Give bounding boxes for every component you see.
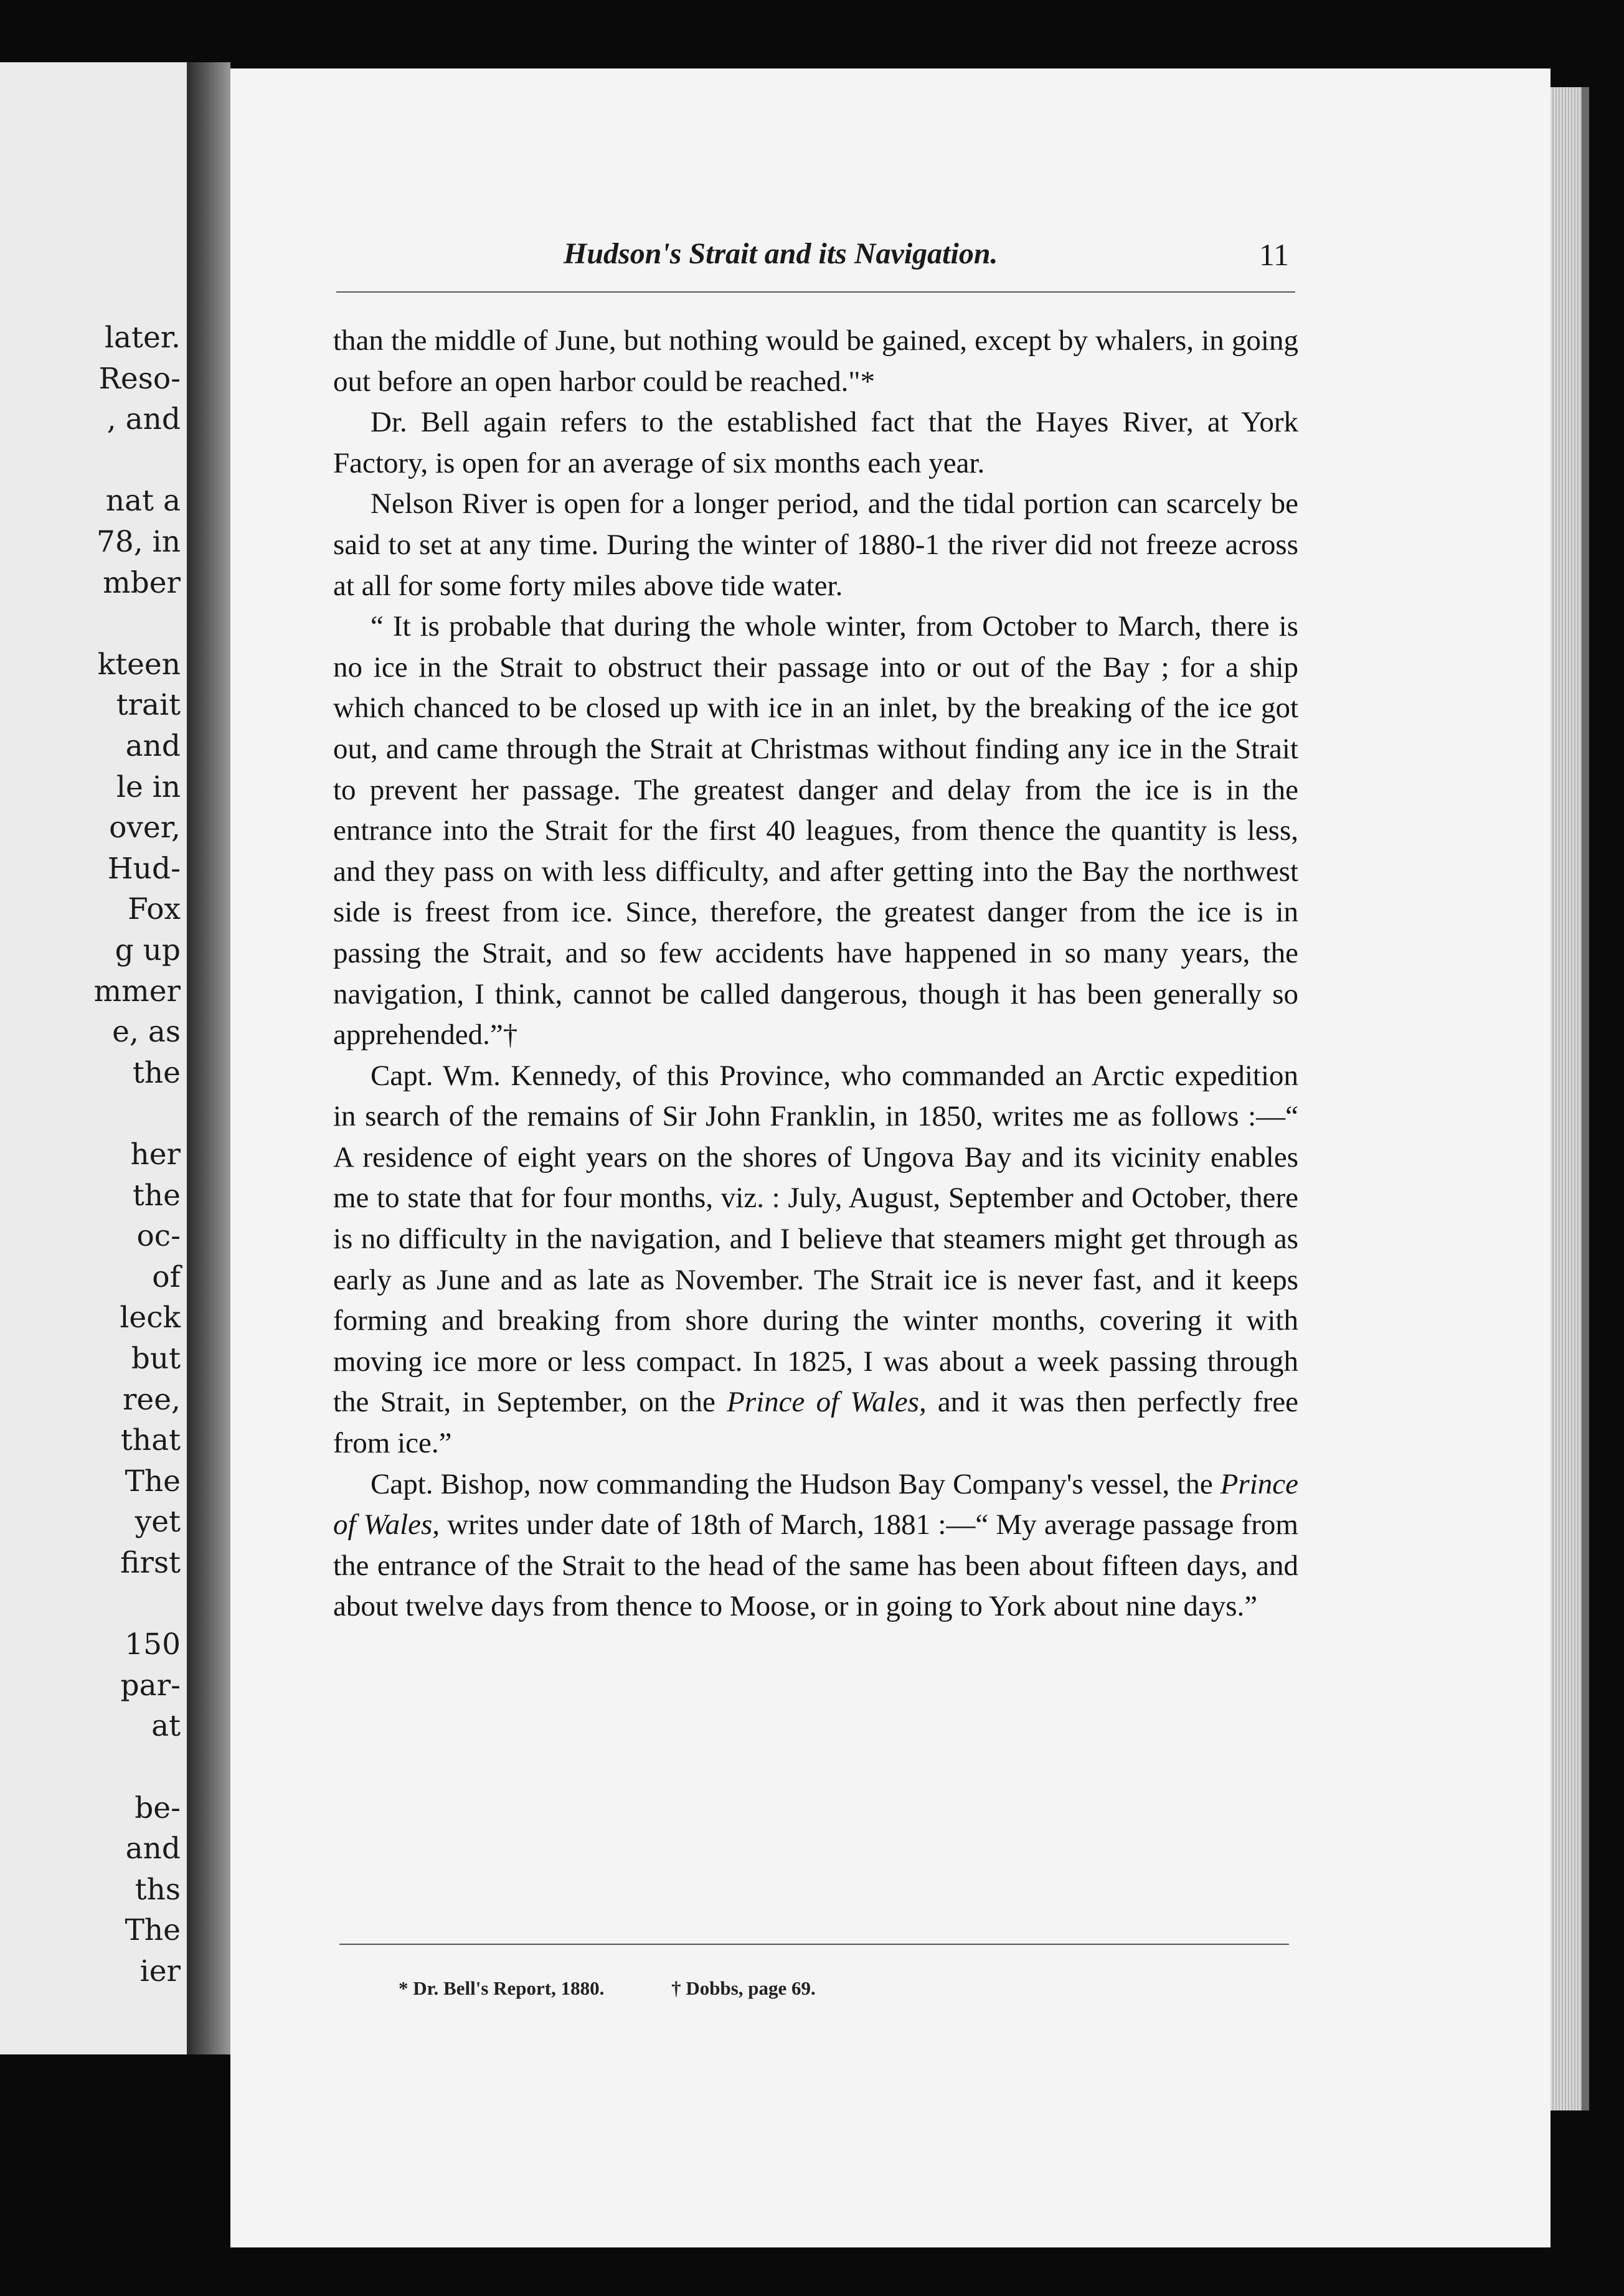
facing-page-line-fragment: and (125, 729, 181, 763)
facing-page-fragment (0, 62, 187, 2054)
facing-page-line-fragment: le in (116, 769, 181, 804)
facing-page-line-fragment: 150 (125, 1627, 181, 1662)
facing-page-line-fragment: 78, in (97, 525, 181, 559)
facing-page-line-fragment: later. (105, 321, 181, 355)
paragraph-text: writes under date of 18th of March, 1881 :—“ My average passage from the entrance of the Strait to the head of the same has been about fifteen days, and about twelve days from thence to Moose, or in going to York about nine days.” (333, 1508, 1298, 1623)
header-rule (336, 291, 1295, 293)
paragraph: Nelson River is open for a longer period, and the tidal portion can scarcely be said to set at any time. During the winter of 1880-1 the river did not freeze across at all for some forty miles above tide water. (333, 487, 1298, 602)
page-edge-shadow (1582, 87, 1589, 2110)
body-text (333, 321, 1298, 1627)
facing-page-line-fragment: oc- (136, 1219, 181, 1254)
facing-page-line-fragment: that (120, 1423, 181, 1458)
facing-page-line-fragment: be- (135, 1790, 181, 1825)
paragraph-text: and it was then perfectly free from ice.” (333, 1386, 1299, 1460)
facing-page-line-fragment: the (133, 1178, 181, 1213)
facing-page-line-fragment: e, as (112, 1015, 181, 1050)
facing-page-line-fragment: at (151, 1709, 181, 1744)
ship-name: Prince of Wales, (333, 1467, 1298, 1541)
page-edge-stack (1551, 87, 1582, 2110)
paragraph: than the middle of June, but nothing would be gained, except by whalers, in going out before an open harbor could be reached."* (333, 324, 1298, 398)
facing-page-line-fragment: The (125, 1464, 181, 1499)
facing-page-line-fragment: her (130, 1137, 181, 1172)
facing-page-line-fragment: mmer (93, 974, 181, 1009)
paragraph-text: Capt. Bishop, now commanding the Hudson Bay Company's vessel, the (371, 1467, 1220, 1500)
facing-page-line-fragment: mber (103, 565, 181, 600)
facing-page-line-fragment: but (131, 1342, 181, 1376)
paragraph-text: Capt. Wm. Kennedy, of this Province, who commanded an Arctic expedition in search of the remains of Sir John Franklin, in 1850, writes me as follows :—“ A residence of eight years on the shores of Ungova Bay and its vicinity enables me to state that for four months, viz. : July, August, September and October, there is no difficulty in the navigation, and I believe that steamers might get through as early as June and as late as November. The Strait ice is never fast, and it keeps forming and breaking from shore during the winter months, covering it with moving ice more or less compact. In 1825, I was about a week passing through the Strait, in September, on the (333, 1059, 1298, 1419)
facing-page-line-fragment: yet (135, 1505, 181, 1540)
facing-page-line-fragment: g up (115, 933, 181, 967)
paragraph (333, 1056, 1298, 1464)
facing-page-line-fragment: of (152, 1259, 181, 1294)
facing-page-line-fragment: , and (106, 402, 181, 437)
facing-page-line-fragment: over, (109, 811, 181, 845)
facing-page-line-fragment: kteen (97, 647, 181, 682)
facing-page-line-fragment: ths (135, 1872, 181, 1907)
paragraph (333, 1464, 1298, 1627)
facing-page-line-fragment: par- (120, 1668, 181, 1703)
facing-page-line-fragment: Hud- (107, 851, 181, 886)
facing-page-line-fragment: ier (139, 1954, 181, 1988)
facing-page-line-fragment: leck (120, 1301, 181, 1335)
facing-page-line-fragment: ree, (122, 1382, 181, 1417)
facing-page-line-fragment: trait (116, 688, 181, 723)
running-title: Hudson's Strait and its Navigation. (564, 237, 998, 270)
footnote-1: * Dr. Bell's Report, 1880. (399, 1977, 605, 1999)
facing-page-line-fragment: nat a (105, 484, 181, 519)
footnotes (399, 1977, 878, 2000)
page-number: 11 (1258, 237, 1289, 272)
facing-page-line-fragment: The (125, 1913, 181, 1948)
paragraph: Dr. Bell again refers to the established fact that the Hayes River, at York Factory, is open for an average of six months each year. (333, 406, 1298, 479)
footnote-rule (339, 1944, 1289, 1945)
running-head (336, 237, 1295, 274)
paragraph: “ It is probable that during the whole winter, from October to March, there is no ice in the Strait to obstruct their passage into or out of the Bay ; for a ship which chanced to be closed up with ice in an inlet, by the breaking of the ice got out, and came through the Strait at Christmas without finding any ice in the Strait to prevent her passage. The greatest danger and delay from the ice is in the entrance into the Strait for the first 40 leagues, from thence the quantity is less, and they pass on with less difficulty, and after getting into the Bay the northwest side is freest from ice. Since, therefore, the greatest danger from the ice is in passing the Strait, and so few accidents have happened in so many years, the navigation, I think, cannot be called dangerous, though it has been generally so apprehended.”† (333, 610, 1298, 1052)
facing-page-line-fragment: and (125, 1832, 181, 1866)
facing-page-line-fragment: the (133, 1055, 181, 1090)
ship-name: Prince of Wales, (727, 1386, 927, 1419)
facing-page-line-fragment: Fox (128, 892, 181, 927)
facing-page-line-fragment: Reso- (98, 361, 181, 396)
book-gutter (187, 62, 230, 2054)
footnote-2: † Dobbs, page 69. (671, 1977, 816, 1999)
facing-page-line-fragment: first (120, 1546, 181, 1580)
